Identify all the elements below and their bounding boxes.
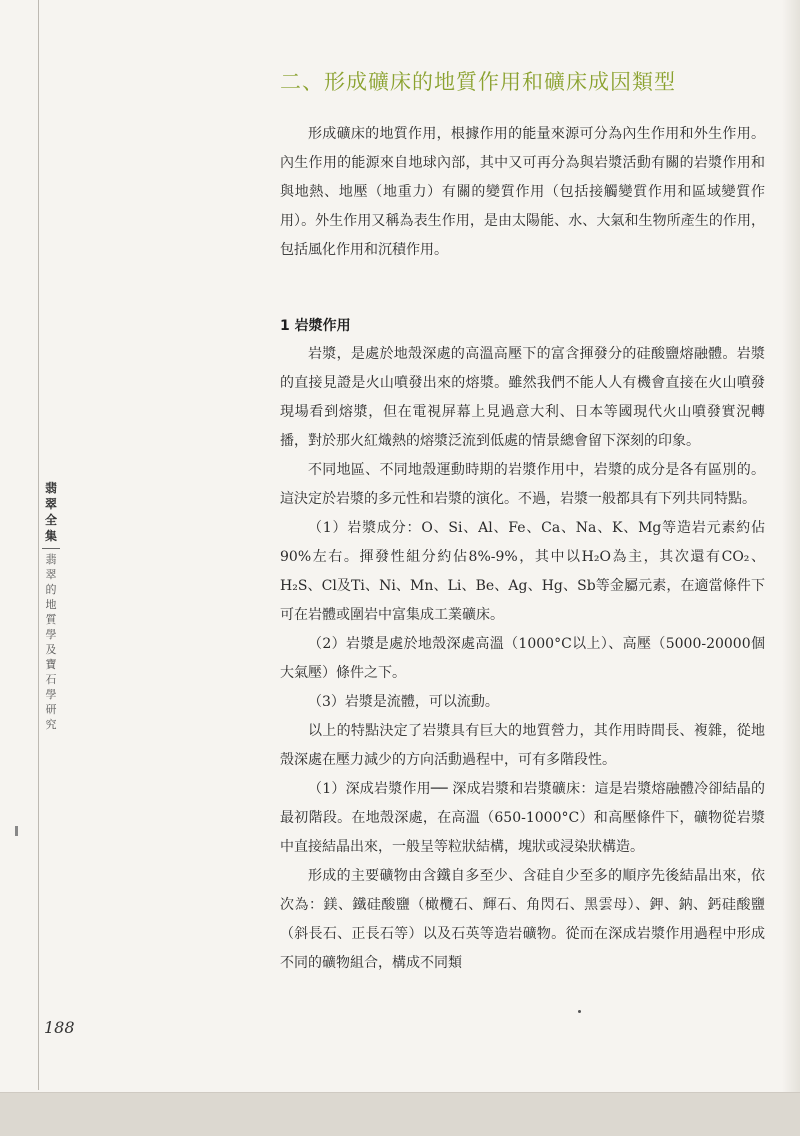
- side-book-label: 翡翠的地質學及寶石學研究: [45, 553, 57, 731]
- side-label-divider: [42, 548, 60, 549]
- intro-paragraph: 形成礦床的地質作用，根據作用的能量來源可分為內生作用和外生作用。內生作用的能源來自地球內部，其中又可再分為與岩漿活動有關的岩漿作用和與地熱、地壓（地重力）有關的變質作用（包括接觸變質作用和區域變質作用）。外生作用又稱為表生作用，是由太陽能、水、大氣和生物所產生的作用，包括風化作用和沉積作用。: [280, 126, 765, 258]
- paragraph: （2）岩漿是處於地殼深處高溫（1000°C以上）、高壓（5000-20000個大氣壓）條件之下。: [280, 636, 765, 681]
- paragraph: （1）深成岩漿作用── 深成岩漿和岩漿礦床：這是岩漿熔融體冷卻結晶的最初階段。在地殼深處，在高溫（650-1000°C）和高壓條件下，礦物從岩漿中直接結晶出來，一般呈等粒狀結構，塊狀或浸染狀構造。: [280, 781, 765, 855]
- paragraph: 不同地區、不同地殼運動時期的岩漿作用中，岩漿的成分是各有區別的。這決定於岩漿的多元性和岩漿的演化。不過，岩漿一般都具有下列共同特點。: [280, 462, 765, 507]
- paragraph: 岩漿，是處於地殼深處的高溫高壓下的富含揮發分的硅酸鹽熔融體。岩漿的直接見證是火山噴發出來的熔漿。雖然我們不能人人有機會直接在火山噴發現場看到熔漿，但在電視屏幕上見過意大利、日本等國現代火山噴發實況轉播，對於那火紅熾熱的熔漿泛流到低處的情景總會留下深刻的印象。: [280, 346, 765, 449]
- subsection-heading: [280, 315, 351, 335]
- paragraph: 形成的主要礦物由含鐵自多至少、含硅自少至多的順序先後結晶出來，依次為：鎂、鐵硅酸鹽（橄欖石、輝石、角閃石、黑雲母）、鉀、鈉、鈣硅酸鹽（斜長石、正長石等）以及石英等造岩礦物。從而在深成岩漿作用過程中形成不同的礦物組合，構成不同類: [280, 868, 765, 971]
- subsection-title: 岩漿作用: [294, 318, 351, 334]
- intro-paragraph-block: [280, 120, 765, 265]
- side-series-label: 翡翠全集: [44, 481, 57, 543]
- subsection-number: 1: [280, 318, 290, 334]
- page-edge-shadow: [782, 0, 800, 1135]
- paragraph: 以上的特點決定了岩漿具有巨大的地質營力，其作用時間長、複雜，從地殼深處在壓力減少的方向活動過程中，可有多階段性。: [280, 723, 765, 768]
- scan-bottom-band: [0, 1092, 800, 1136]
- margin-mark: [15, 826, 18, 836]
- paragraph: （1）岩漿成分：O、Si、Al、Fe、Ca、Na、K、Mg等造岩元素約佔90%左右。揮發性組分約佔8%-9%，其中以H₂O為主，其次還有CO₂、H₂S、Cl及Ti、Ni、Mn、Li、Be、Ag、Hg、Sb等金屬元素，在適當條件下可在岩體或圍岩中富集成工業礦床。: [280, 520, 765, 623]
- scan-dot: [578, 1010, 581, 1013]
- page-number: 188: [44, 1018, 75, 1037]
- paragraph: （3）岩漿是流體，可以流動。: [308, 694, 499, 710]
- section-title: 二、形成礦床的地質作用和礦床成因類型: [280, 70, 676, 94]
- body-text: [280, 340, 765, 978]
- spine-line: [38, 0, 39, 1090]
